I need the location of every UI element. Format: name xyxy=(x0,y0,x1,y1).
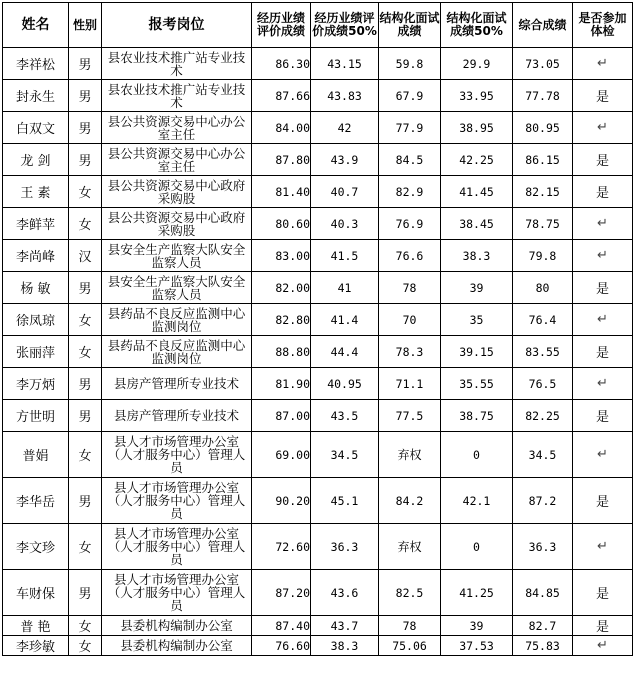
cell-interview-50: 29.9 xyxy=(441,48,513,80)
cell-name: 普娟 xyxy=(3,432,69,478)
cell-exp-score: 82.00 xyxy=(252,272,311,304)
cell-physical: ↵ xyxy=(573,636,633,656)
cell-interview-50: 42.1 xyxy=(441,478,513,524)
cell-total: 82.25 xyxy=(513,400,573,432)
cell-total: 82.15 xyxy=(513,176,573,208)
cell-interview-50: 42.25 xyxy=(441,144,513,176)
cell-total: 84.85 xyxy=(513,570,573,616)
cell-exp-50: 43.15 xyxy=(311,48,379,80)
table-row xyxy=(3,570,633,616)
cell-exp-50: 36.3 xyxy=(311,524,379,570)
cell-exp-score: 81.40 xyxy=(252,176,311,208)
header-position: 报考岗位 xyxy=(102,3,252,48)
cell-name: 李鲜苹 xyxy=(3,208,69,240)
cell-position: 县公共资源交易中心政府采购股 xyxy=(102,176,252,208)
cell-interview-score: 76.6 xyxy=(379,240,441,272)
table-row xyxy=(3,208,633,240)
cell-interview-score: 弃权 xyxy=(379,432,441,478)
cell-sex: 女 xyxy=(69,636,102,656)
cell-exp-score: 84.00 xyxy=(252,112,311,144)
cell-exp-score: 87.20 xyxy=(252,570,311,616)
cell-interview-score: 59.8 xyxy=(379,48,441,80)
cell-position: 县人才市场管理办公室（人才服务中心）管理人员 xyxy=(102,570,252,616)
cell-position: 县农业技术推广站专业技术 xyxy=(102,48,252,80)
cell-position: 县药品不良反应监测中心监测岗位 xyxy=(102,336,252,368)
cell-exp-50: 42 xyxy=(311,112,379,144)
cell-total: 73.05 xyxy=(513,48,573,80)
cell-interview-50: 39 xyxy=(441,616,513,636)
cell-exp-50: 43.5 xyxy=(311,400,379,432)
cell-sex: 男 xyxy=(69,48,102,80)
cell-physical: 是 xyxy=(573,400,633,432)
header-total: 综合成绩 xyxy=(513,3,573,48)
cell-total: 80 xyxy=(513,272,573,304)
cell-total: 87.2 xyxy=(513,478,573,524)
score-table xyxy=(2,2,633,656)
cell-interview-50: 35.55 xyxy=(441,368,513,400)
header-interview-50: 结构化面试成绩50% xyxy=(441,3,513,48)
cell-name: 白双文 xyxy=(3,112,69,144)
cell-interview-50: 35 xyxy=(441,304,513,336)
cell-sex: 女 xyxy=(69,304,102,336)
cell-interview-score: 75.06 xyxy=(379,636,441,656)
cell-interview-50: 0 xyxy=(441,524,513,570)
table-row xyxy=(3,48,633,80)
cell-physical: ↵ xyxy=(573,432,633,478)
cell-interview-50: 38.95 xyxy=(441,112,513,144)
cell-physical: ↵ xyxy=(573,112,633,144)
cell-exp-50: 45.1 xyxy=(311,478,379,524)
cell-interview-50: 38.3 xyxy=(441,240,513,272)
table-row xyxy=(3,368,633,400)
cell-interview-score: 77.5 xyxy=(379,400,441,432)
cell-exp-50: 43.83 xyxy=(311,80,379,112)
header-exp-score: 经历业绩评价成绩 xyxy=(252,3,311,48)
table-row xyxy=(3,176,633,208)
cell-exp-score: 87.80 xyxy=(252,144,311,176)
cell-name: 龙 剑 xyxy=(3,144,69,176)
cell-interview-50: 41.45 xyxy=(441,176,513,208)
cell-exp-score: 87.40 xyxy=(252,616,311,636)
cell-sex: 男 xyxy=(69,144,102,176)
cell-interview-score: 71.1 xyxy=(379,368,441,400)
cell-exp-score: 72.60 xyxy=(252,524,311,570)
cell-sex: 男 xyxy=(69,80,102,112)
header-row xyxy=(3,3,633,48)
cell-interview-score: 84.5 xyxy=(379,144,441,176)
cell-physical: 是 xyxy=(573,144,633,176)
cell-physical: ↵ xyxy=(573,240,633,272)
cell-physical: 是 xyxy=(573,80,633,112)
cell-sex: 女 xyxy=(69,616,102,636)
cell-physical: 是 xyxy=(573,570,633,616)
cell-sex: 男 xyxy=(69,400,102,432)
cell-position: 县公共资源交易中心政府采购股 xyxy=(102,208,252,240)
cell-position: 县房产管理所专业技术 xyxy=(102,368,252,400)
table-row xyxy=(3,616,633,636)
cell-interview-score: 78 xyxy=(379,272,441,304)
cell-interview-50: 39.15 xyxy=(441,336,513,368)
cell-sex: 男 xyxy=(69,570,102,616)
table-row xyxy=(3,524,633,570)
cell-physical: ↵ xyxy=(573,48,633,80)
cell-name: 李万炳 xyxy=(3,368,69,400)
cell-interview-50: 41.25 xyxy=(441,570,513,616)
cell-interview-score: 82.5 xyxy=(379,570,441,616)
table-row xyxy=(3,432,633,478)
cell-physical: 是 xyxy=(573,176,633,208)
cell-sex: 女 xyxy=(69,176,102,208)
cell-physical: 是 xyxy=(573,272,633,304)
table-row xyxy=(3,400,633,432)
cell-interview-score: 77.9 xyxy=(379,112,441,144)
cell-name: 车财保 xyxy=(3,570,69,616)
cell-exp-score: 86.30 xyxy=(252,48,311,80)
cell-physical: 是 xyxy=(573,478,633,524)
cell-exp-50: 43.6 xyxy=(311,570,379,616)
cell-exp-score: 81.90 xyxy=(252,368,311,400)
cell-position: 县公共资源交易中心办公室主任 xyxy=(102,112,252,144)
cell-sex: 男 xyxy=(69,272,102,304)
header-exp-50: 经历业绩评价成绩50% xyxy=(311,3,379,48)
cell-exp-score: 87.66 xyxy=(252,80,311,112)
cell-total: 79.8 xyxy=(513,240,573,272)
cell-position: 县人才市场管理办公室（人才服务中心）管理人员 xyxy=(102,524,252,570)
cell-exp-50: 40.95 xyxy=(311,368,379,400)
cell-position: 县人才市场管理办公室（人才服务中心）管理人员 xyxy=(102,478,252,524)
table-row xyxy=(3,80,633,112)
table-row xyxy=(3,240,633,272)
table-row xyxy=(3,478,633,524)
cell-position: 县药品不良反应监测中心监测岗位 xyxy=(102,304,252,336)
cell-interview-score: 82.9 xyxy=(379,176,441,208)
cell-total: 82.7 xyxy=(513,616,573,636)
cell-exp-50: 41 xyxy=(311,272,379,304)
cell-exp-50: 41.4 xyxy=(311,304,379,336)
cell-exp-score: 82.80 xyxy=(252,304,311,336)
cell-exp-score: 80.60 xyxy=(252,208,311,240)
cell-sex: 女 xyxy=(69,524,102,570)
table-row xyxy=(3,636,633,656)
cell-total: 76.5 xyxy=(513,368,573,400)
cell-position: 县委机构编制办公室 xyxy=(102,616,252,636)
cell-interview-score: 弃权 xyxy=(379,524,441,570)
cell-physical: ↵ xyxy=(573,208,633,240)
cell-physical: 是 xyxy=(573,336,633,368)
cell-name: 普 艳 xyxy=(3,616,69,636)
cell-exp-50: 40.3 xyxy=(311,208,379,240)
cell-interview-score: 84.2 xyxy=(379,478,441,524)
cell-exp-score: 83.00 xyxy=(252,240,311,272)
cell-exp-score: 90.20 xyxy=(252,478,311,524)
cell-sex: 男 xyxy=(69,478,102,524)
table-row xyxy=(3,336,633,368)
cell-total: 75.83 xyxy=(513,636,573,656)
cell-physical: ↵ xyxy=(573,304,633,336)
cell-total: 86.15 xyxy=(513,144,573,176)
cell-name: 封永生 xyxy=(3,80,69,112)
cell-position: 县人才市场管理办公室（人才服务中心）管理人员 xyxy=(102,432,252,478)
cell-exp-50: 41.5 xyxy=(311,240,379,272)
cell-position: 县房产管理所专业技术 xyxy=(102,400,252,432)
cell-position: 县安全生产监察大队安全监察人员 xyxy=(102,272,252,304)
cell-name: 徐凤琼 xyxy=(3,304,69,336)
cell-interview-score: 67.9 xyxy=(379,80,441,112)
table-row xyxy=(3,144,633,176)
cell-name: 李珍敏 xyxy=(3,636,69,656)
cell-sex: 女 xyxy=(69,208,102,240)
cell-physical: ↵ xyxy=(573,524,633,570)
cell-total: 36.3 xyxy=(513,524,573,570)
cell-total: 83.55 xyxy=(513,336,573,368)
cell-position: 县公共资源交易中心办公室主任 xyxy=(102,144,252,176)
cell-sex: 汉 xyxy=(69,240,102,272)
cell-interview-score: 78 xyxy=(379,616,441,636)
cell-sex: 女 xyxy=(69,336,102,368)
cell-exp-score: 87.00 xyxy=(252,400,311,432)
cell-position: 县农业技术推广站专业技术 xyxy=(102,80,252,112)
cell-name: 方世明 xyxy=(3,400,69,432)
cell-total: 34.5 xyxy=(513,432,573,478)
cell-sex: 男 xyxy=(69,368,102,400)
cell-exp-50: 43.7 xyxy=(311,616,379,636)
cell-interview-score: 76.9 xyxy=(379,208,441,240)
cell-total: 78.75 xyxy=(513,208,573,240)
cell-name: 李文珍 xyxy=(3,524,69,570)
table-row xyxy=(3,304,633,336)
header-sex: 性别 xyxy=(69,3,102,48)
header-interview-score: 结构化面试成绩 xyxy=(379,3,441,48)
cell-exp-score: 88.80 xyxy=(252,336,311,368)
header-physical: 是否参加体检 xyxy=(573,3,633,48)
cell-exp-score: 69.00 xyxy=(252,432,311,478)
table-row xyxy=(3,112,633,144)
header-name: 姓名 xyxy=(3,3,69,48)
cell-exp-50: 43.9 xyxy=(311,144,379,176)
cell-total: 77.78 xyxy=(513,80,573,112)
cell-exp-50: 38.3 xyxy=(311,636,379,656)
cell-position: 县安全生产监察大队安全监察人员 xyxy=(102,240,252,272)
cell-exp-50: 34.5 xyxy=(311,432,379,478)
cell-name: 李祥松 xyxy=(3,48,69,80)
cell-exp-50: 40.7 xyxy=(311,176,379,208)
cell-interview-50: 38.45 xyxy=(441,208,513,240)
cell-total: 80.95 xyxy=(513,112,573,144)
cell-name: 李华岳 xyxy=(3,478,69,524)
cell-total: 76.4 xyxy=(513,304,573,336)
cell-name: 张丽萍 xyxy=(3,336,69,368)
cell-interview-score: 70 xyxy=(379,304,441,336)
cell-exp-50: 44.4 xyxy=(311,336,379,368)
table-row xyxy=(3,272,633,304)
cell-physical: 是 xyxy=(573,616,633,636)
cell-interview-50: 38.75 xyxy=(441,400,513,432)
cell-interview-50: 33.95 xyxy=(441,80,513,112)
cell-physical: ↵ xyxy=(573,368,633,400)
cell-interview-50: 0 xyxy=(441,432,513,478)
cell-position: 县委机构编制办公室 xyxy=(102,636,252,656)
cell-interview-50: 37.53 xyxy=(441,636,513,656)
cell-interview-score: 78.3 xyxy=(379,336,441,368)
cell-exp-score: 76.60 xyxy=(252,636,311,656)
cell-sex: 女 xyxy=(69,432,102,478)
cell-name: 李尚峰 xyxy=(3,240,69,272)
cell-interview-50: 39 xyxy=(441,272,513,304)
cell-name: 杨 敏 xyxy=(3,272,69,304)
cell-sex: 男 xyxy=(69,112,102,144)
cell-name: 王 素 xyxy=(3,176,69,208)
